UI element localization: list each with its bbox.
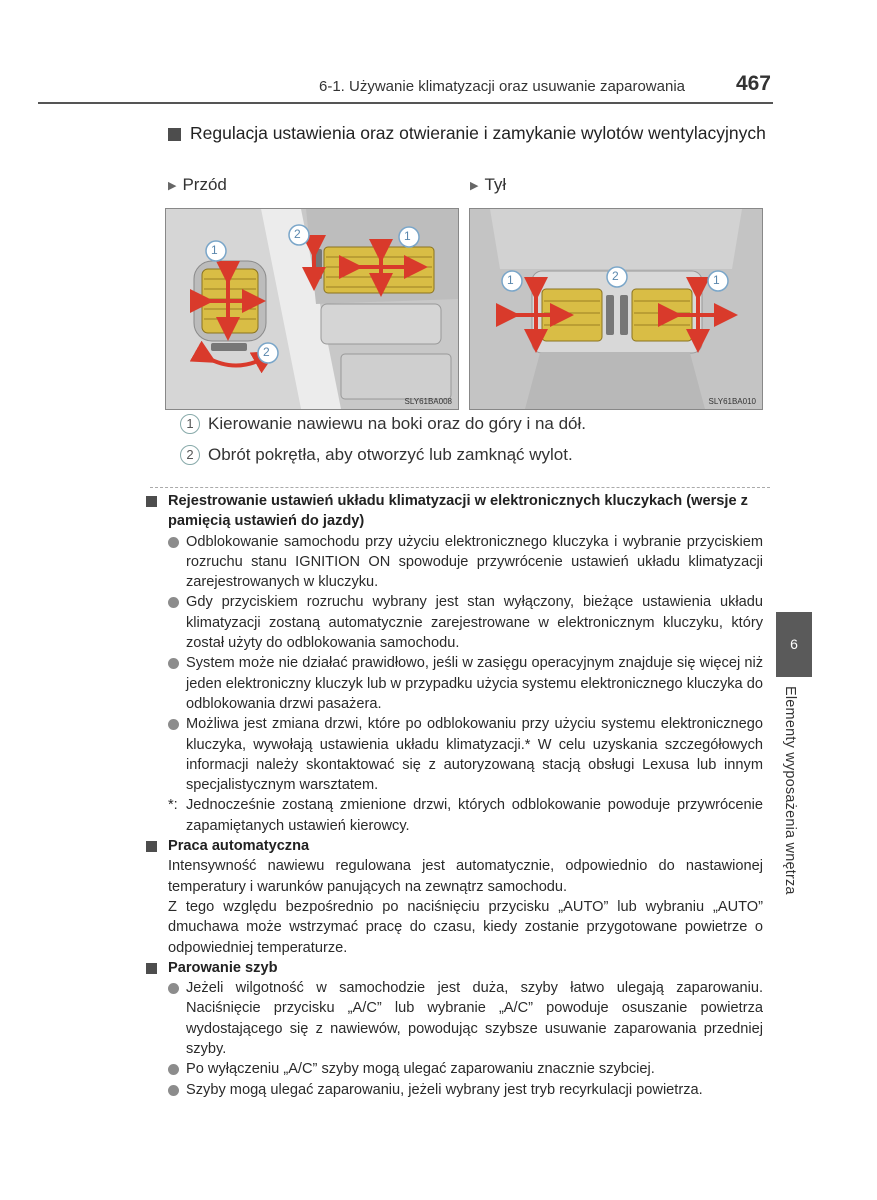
bullet-item — [146, 1080, 763, 1100]
caption-rear — [470, 175, 506, 195]
figure-rear-vents — [469, 208, 763, 410]
callout-number: 1 — [507, 273, 514, 287]
footnote-marker: *: — [168, 797, 178, 814]
legend-item-2 — [180, 445, 573, 465]
section-divider — [150, 487, 770, 488]
legend-text: Kierowanie nawiewu na boki oraz do góry i na dół. — [208, 414, 587, 433]
bullet-item — [146, 1059, 763, 1079]
bullet-text: Jeżeli wilgotność w samochodzie jest duża, szyby łatwo ulegają zaparowaniu. Naciśnięcie przycisku „A/C” lub wybranie „A/C” powoduje osuszanie powietrza wydostającego się z nawiewów, powodując szybsze usuwanie zaparowania przedniej szyby. — [186, 980, 763, 1058]
bullet-item — [146, 714, 763, 795]
front-callouts — [166, 209, 458, 409]
bullet-item — [146, 978, 763, 1059]
bullet-text: Po wyłączeniu „A/C” szyby mogą ulegać zaparowaniu znacznie szybciej. — [186, 1061, 655, 1078]
bullet-dot-icon — [168, 983, 179, 994]
square-bullet-icon — [168, 128, 181, 141]
bullet-text: Gdy przyciskiem rozruchu wybrany jest stan wyłączony, bieżące ustawienia układu klimatyzacji zostaną automatycznie zarejestrowane w elektronicznym kluczyku, który został użyty do odblokowania samochodu. — [186, 594, 763, 652]
footnote-text: Jednocześnie zostaną zmienione drzwi, których odblokowanie powoduje przywrócenie zapamiętanych ustawień kierowcy. — [186, 797, 763, 834]
section-heading-text: Regulacja ustawienia oraz otwieranie i zamykanie wylotów wentylacyjnych — [190, 123, 766, 143]
callout-number: 2 — [263, 345, 270, 359]
triangle-right-icon: ▶ — [168, 180, 177, 192]
section-heading-memory — [146, 491, 763, 532]
footnote — [146, 795, 763, 836]
header-divider — [38, 102, 773, 104]
bullet-text: Szyby mogą ulegać zaparowaniu, jeżeli wybrany jest tryb recyrkulacji powietrza. — [186, 1081, 703, 1098]
bullet-item — [146, 532, 763, 593]
section-heading-vents — [168, 121, 768, 146]
section-heading-auto — [146, 836, 763, 856]
bullet-dot-icon — [168, 1064, 179, 1075]
caption-rear-text: Tył — [484, 175, 507, 194]
chapter-side-label: Elementy wyposażenia wnętrza — [782, 686, 798, 895]
chapter-tab-number: 6 — [790, 636, 798, 652]
callout-number: 2 — [294, 227, 301, 241]
triangle-right-icon: ▶ — [470, 180, 479, 192]
heading-text: Praca automatyczna — [168, 838, 310, 855]
paragraph: Z tego względu bezpośrednio po naciśnięciu przycisku „AUTO” lub wybraniu „AUTO” dmuchawa może wstrzymać pracę do czasu, kiedy zostanie przygotowane powietrze o odpowiedniej temperaturze. — [168, 898, 763, 956]
bullet-item — [146, 592, 763, 653]
callout-number: 1 — [404, 229, 411, 243]
bullet-text: System może nie działać prawidłowo, jeśli w zasięgu operacyjnym znajduje się więcej niż jeden elektroniczny kluczyk lub w przypadku użycia systemu elektronicznego kluczyka do odblokowania drzwi pasażera. — [186, 655, 763, 712]
callout-number: 2 — [180, 445, 200, 465]
caption-front-text: Przód — [182, 175, 227, 194]
heading-text: Rejestrowanie ustawień układu klimatyzacji w elektronicznych kluczykach (wersje z pamięcią ustawień do jazdy) — [168, 493, 748, 530]
figure-front-vents — [165, 208, 459, 410]
paragraph: Intensywność nawiewu regulowana jest automatycznie, odpowiednio do nastawionej temperatury i warunków panujących na zewnątrz samochodu. — [168, 858, 763, 895]
bullet-text: Możliwa jest zmiana drzwi, które po odblokowaniu przy użyciu systemu elektronicznego kluczyka, wywołają ustawienia układu klimatyzacji.* W celu uzyskania szczegółowych informacji należy skontaktować się z autoryzowaną stacją obsługi Lexusa lub innym specjalistycznym warsztatem. — [186, 716, 763, 794]
page-number: 467 — [735, 72, 771, 95]
square-bullet-icon — [146, 496, 157, 507]
legend-text: Obrót pokrętła, aby otworzyć lub zamknąć wylot. — [208, 445, 573, 464]
heading-text: Parowanie szyb — [168, 959, 278, 976]
bullet-dot-icon — [168, 537, 179, 548]
caption-front — [168, 175, 227, 195]
callout-number: 2 — [612, 269, 619, 283]
callout-number: 1 — [211, 243, 218, 257]
legend-item-1 — [180, 414, 586, 434]
bullet-dot-icon — [168, 719, 179, 730]
rear-callouts — [470, 209, 762, 409]
bullet-item — [146, 653, 763, 714]
figure-code: SLY61BA008 — [404, 397, 452, 406]
chapter-title: 6-1. Używanie klimatyzacji oraz usuwanie zaparowania — [319, 78, 685, 95]
callout-number: 1 — [713, 273, 720, 287]
callout-number: 1 — [180, 414, 200, 434]
bullet-dot-icon — [168, 1085, 179, 1096]
figure-code: SLY61BA010 — [708, 397, 756, 406]
section-heading-fogging — [146, 958, 763, 978]
body-text — [146, 491, 763, 1100]
square-bullet-icon — [146, 963, 157, 974]
square-bullet-icon — [146, 841, 157, 852]
chapter-tab — [776, 612, 812, 677]
bullet-dot-icon — [168, 597, 179, 608]
bullet-text: Odblokowanie samochodu przy użyciu elektronicznego kluczyka i wybranie przyciskiem rozruchu stanu IGNITION ON spowoduje przywrócenie ustawień układu klimatyzacji zarejestrowanych w kluczyku. — [186, 533, 763, 591]
page-header — [38, 72, 773, 104]
bullet-dot-icon — [168, 658, 179, 669]
